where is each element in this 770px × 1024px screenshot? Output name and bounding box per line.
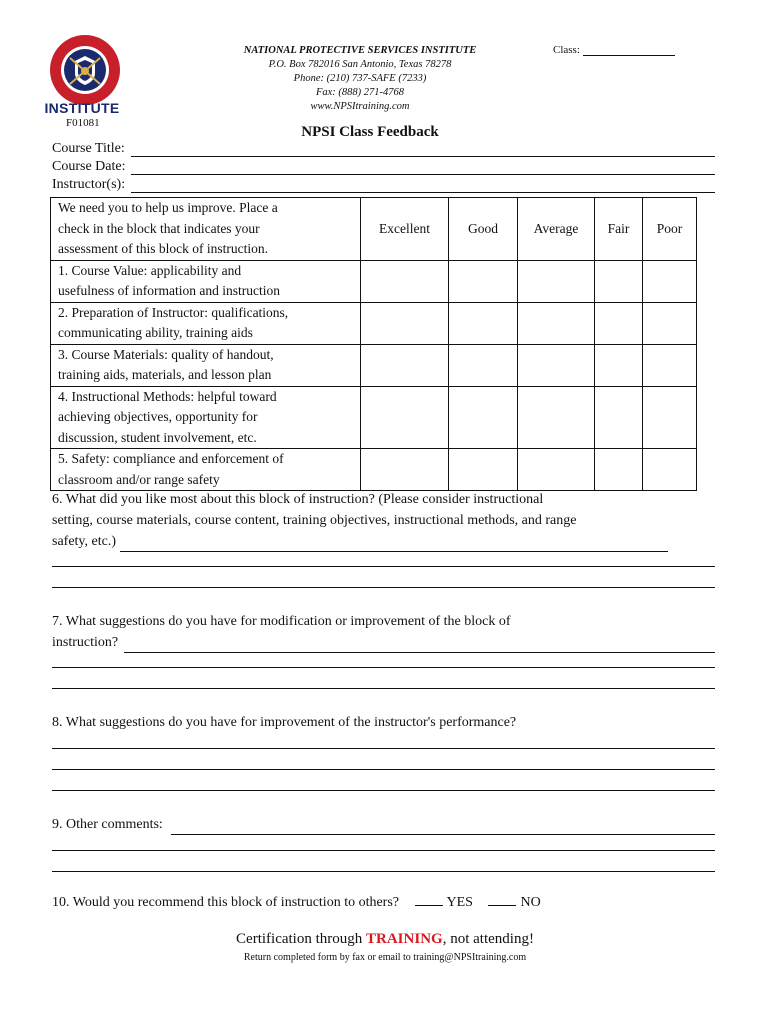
rating-question bbox=[51, 260, 361, 302]
rating-cell-fair[interactable] bbox=[595, 302, 643, 344]
rating-cell-good[interactable] bbox=[449, 386, 518, 449]
rating-cell-excellent[interactable] bbox=[361, 260, 449, 302]
question-6-line: setting, course materials, course content, training objectives, instructional methods, and range bbox=[52, 513, 577, 528]
no-label: NO bbox=[520, 895, 541, 910]
class-blank[interactable] bbox=[583, 45, 675, 56]
org-fax: Fax: (888) 271-4768 bbox=[315, 87, 405, 98]
question-9-label: 9. Other comments: bbox=[52, 817, 163, 832]
answer-6-line[interactable] bbox=[52, 587, 715, 588]
question-line: 5. Safety: compliance and enforcement of bbox=[58, 451, 284, 466]
course-date-field[interactable] bbox=[52, 159, 715, 175]
class-field[interactable] bbox=[553, 44, 675, 56]
instructors-blank[interactable] bbox=[131, 180, 715, 193]
org-website: www.NPSItraining.com bbox=[310, 101, 410, 112]
rating-cell-poor[interactable] bbox=[643, 344, 697, 386]
question-line: discussion, student involvement, etc. bbox=[58, 429, 257, 445]
rating-cell-average[interactable] bbox=[518, 344, 595, 386]
form-title: NPSI Class Feedback bbox=[301, 124, 439, 140]
question-line: 4. Instructional Methods: helpful toward bbox=[58, 388, 277, 404]
course-title-blank[interactable] bbox=[131, 144, 715, 157]
question-6-line: 6. What did you like most about this block of instruction? (Please consider instructional bbox=[52, 492, 544, 507]
answer-8-line[interactable] bbox=[52, 748, 715, 749]
col-excellent: Excellent bbox=[361, 198, 449, 261]
question-line: training aids, materials, and lesson plan bbox=[58, 367, 272, 382]
org-name: NATIONAL PROTECTIVE SERVICES INSTITUTE bbox=[243, 45, 477, 56]
intro-line: check in the block that indicates your bbox=[58, 220, 260, 236]
answer-9-blank[interactable] bbox=[171, 822, 715, 835]
rating-table bbox=[50, 197, 697, 491]
answer-9-line[interactable] bbox=[52, 850, 715, 851]
intro-line: We need you to help us improve. Place a bbox=[58, 200, 278, 215]
rating-row bbox=[51, 386, 697, 449]
question-7-line: instruction? bbox=[52, 635, 119, 650]
question-8: 8. What suggestions do you have for improvement of the instructor's performance? bbox=[52, 715, 517, 730]
rating-cell-average[interactable] bbox=[518, 302, 595, 344]
cert-suffix: , not attending! bbox=[442, 931, 534, 947]
question-7-last-line bbox=[52, 632, 715, 653]
rating-cell-excellent[interactable] bbox=[361, 386, 449, 449]
answer-6-line[interactable] bbox=[52, 566, 715, 567]
question-line: achieving objectives, opportunity for bbox=[58, 409, 258, 424]
answer-8-line[interactable] bbox=[52, 790, 715, 791]
class-label: Class: bbox=[553, 44, 580, 56]
answer-9-line[interactable] bbox=[52, 871, 715, 872]
col-good: Good bbox=[449, 198, 518, 261]
form-number: F01081 bbox=[66, 117, 100, 129]
question-7 bbox=[52, 611, 732, 653]
rating-intro bbox=[51, 198, 361, 261]
rating-cell-average[interactable] bbox=[518, 260, 595, 302]
rating-cell-poor[interactable] bbox=[643, 386, 697, 449]
no-blank[interactable] bbox=[488, 895, 516, 906]
org-phone: Phone: (210) 737-SAFE (7233) bbox=[293, 73, 427, 84]
rating-cell-poor[interactable] bbox=[643, 260, 697, 302]
cert-emphasis: TRAINING bbox=[366, 931, 443, 947]
course-date-blank[interactable] bbox=[131, 162, 715, 175]
question-9 bbox=[52, 814, 715, 835]
rating-cell-average[interactable] bbox=[518, 449, 595, 491]
rating-cell-good[interactable] bbox=[449, 344, 518, 386]
question-6-last-line bbox=[52, 531, 668, 552]
instructors-field[interactable] bbox=[52, 177, 715, 193]
rating-question bbox=[51, 386, 361, 449]
question-6-line: safety, etc.) bbox=[52, 534, 116, 549]
answer-8-line[interactable] bbox=[52, 769, 715, 770]
rating-row bbox=[51, 344, 697, 386]
question-7-line: 7. What suggestions do you have for modification or improvement of the block of bbox=[52, 614, 511, 629]
instructors-label: Instructor(s): bbox=[52, 177, 126, 192]
yes-label: YES bbox=[446, 895, 473, 910]
question-line: communicating ability, training aids bbox=[58, 325, 253, 340]
col-poor: Poor bbox=[643, 198, 697, 261]
rating-cell-good[interactable] bbox=[449, 260, 518, 302]
rating-cell-poor[interactable] bbox=[643, 449, 697, 491]
return-note: Return completed form by fax or email to training@NPSItraining.com bbox=[243, 952, 527, 963]
course-date-label: Course Date: bbox=[52, 159, 126, 174]
yes-blank[interactable] bbox=[415, 895, 443, 906]
question-line: 3. Course Materials: quality of handout, bbox=[58, 346, 274, 362]
rating-cell-fair[interactable] bbox=[595, 260, 643, 302]
course-title-label: Course Title: bbox=[52, 141, 125, 156]
rating-question bbox=[51, 302, 361, 344]
rating-header-row bbox=[51, 198, 697, 261]
logo-institute-word: INSTITUTE bbox=[44, 100, 120, 116]
org-info bbox=[170, 44, 550, 114]
question-10-label: 10. Would you recommend this block of instruction to others? bbox=[52, 895, 400, 910]
question-10 bbox=[52, 895, 541, 911]
answer-7-line[interactable] bbox=[52, 667, 715, 668]
rating-row bbox=[51, 302, 697, 344]
question-line: classroom and/or range safety bbox=[58, 471, 220, 487]
rating-cell-fair[interactable] bbox=[595, 449, 643, 491]
question-line: usefulness of information and instruction bbox=[58, 283, 280, 298]
rating-cell-average[interactable] bbox=[518, 386, 595, 449]
answer-6-blank[interactable] bbox=[120, 539, 668, 552]
question-line: 1. Course Value: applicability and bbox=[58, 262, 242, 278]
question-line: 2. Preparation of Instructor: qualifications, bbox=[58, 304, 289, 320]
org-address: P.O. Box 782016 San Antonio, Texas 78278 bbox=[268, 59, 452, 70]
col-fair: Fair bbox=[595, 198, 643, 261]
col-average: Average bbox=[518, 198, 595, 261]
rating-cell-excellent[interactable] bbox=[361, 449, 449, 491]
rating-cell-good[interactable] bbox=[449, 302, 518, 344]
certification-slogan bbox=[0, 931, 770, 948]
rating-cell-excellent[interactable] bbox=[361, 302, 449, 344]
question-6 bbox=[52, 489, 732, 552]
rating-cell-fair[interactable] bbox=[595, 344, 643, 386]
rating-cell-excellent[interactable] bbox=[361, 344, 449, 386]
intro-line: assessment of this block of instruction. bbox=[58, 241, 268, 256]
rating-row bbox=[51, 449, 697, 491]
rating-cell-fair[interactable] bbox=[595, 386, 643, 449]
answer-7-blank[interactable] bbox=[124, 640, 715, 653]
rating-question bbox=[51, 344, 361, 386]
cert-prefix: Certification through bbox=[236, 931, 363, 947]
rating-cell-good[interactable] bbox=[449, 449, 518, 491]
rating-cell-poor[interactable] bbox=[643, 302, 697, 344]
course-title-field[interactable] bbox=[52, 141, 715, 157]
rating-question bbox=[51, 449, 361, 491]
rating-row bbox=[51, 260, 697, 302]
answer-7-line[interactable] bbox=[52, 688, 715, 689]
